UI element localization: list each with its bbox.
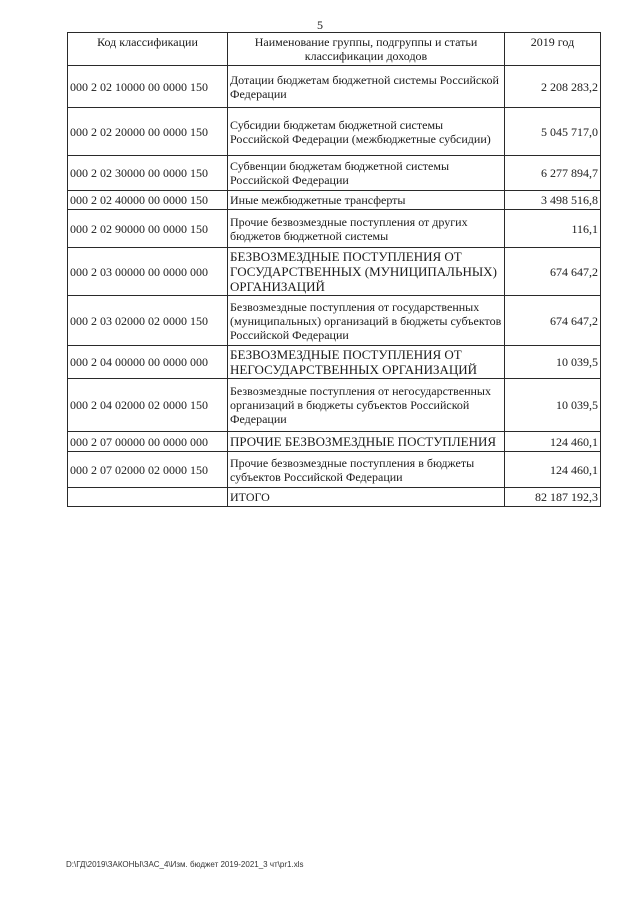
header-year: 2019 год [505, 33, 601, 66]
row-name: ПРОЧИЕ БЕЗВОЗМЕЗДНЫЕ ПОСТУПЛЕНИЯ [228, 432, 505, 452]
total-label: ИТОГО [228, 488, 505, 507]
table-row [68, 210, 601, 248]
row-amount: 6 277 894,7 [505, 156, 601, 191]
row-amount: 10 039,5 [505, 379, 601, 432]
row-code: 000 2 02 90000 00 0000 150 [68, 210, 228, 248]
row-code: 000 2 03 02000 02 0000 150 [68, 296, 228, 346]
row-amount: 5 045 717,0 [505, 108, 601, 156]
row-name: Субвенции бюджетам бюджетной системы Российской Федерации [228, 156, 505, 191]
row-amount: 124 460,1 [505, 452, 601, 488]
row-code: 000 2 07 02000 02 0000 150 [68, 452, 228, 488]
row-code: 000 2 03 00000 00 0000 000 [68, 248, 228, 296]
table-row [68, 432, 601, 452]
table-row [68, 191, 601, 210]
row-code: 000 2 02 30000 00 0000 150 [68, 156, 228, 191]
row-code [68, 488, 228, 507]
table-row [68, 66, 601, 108]
row-amount: 674 647,2 [505, 296, 601, 346]
row-name: БЕЗВОЗМЕЗДНЫЕ ПОСТУПЛЕНИЯ ОТ НЕГОСУДАРСТВЕННЫХ ОРГАНИЗАЦИЙ [228, 346, 505, 379]
total-amount: 82 187 192,3 [505, 488, 601, 507]
row-name: Дотации бюджетам бюджетной системы Российской Федерации [228, 66, 505, 108]
row-name: Безвозмездные поступления от негосударственных организаций в бюджеты субъектов Российской Федерации [228, 379, 505, 432]
table-row [68, 296, 601, 346]
table-row [68, 248, 601, 296]
row-name: Безвозмездные поступления от государственных (муниципальных) организаций в бюджеты субъектов Российской Федерации [228, 296, 505, 346]
row-amount: 124 460,1 [505, 432, 601, 452]
header-code: Код классификации [68, 33, 228, 66]
row-code: 000 2 02 10000 00 0000 150 [68, 66, 228, 108]
table-row [68, 379, 601, 432]
row-amount: 3 498 516,8 [505, 191, 601, 210]
row-code: 000 2 02 20000 00 0000 150 [68, 108, 228, 156]
row-amount: 116,1 [505, 210, 601, 248]
row-amount: 674 647,2 [505, 248, 601, 296]
table-row [68, 108, 601, 156]
row-code: 000 2 02 40000 00 0000 150 [68, 191, 228, 210]
row-code: 000 2 04 02000 02 0000 150 [68, 379, 228, 432]
row-name: Прочие безвозмездные поступления в бюджеты субъектов Российской Федерации [228, 452, 505, 488]
page-number: 5 [317, 18, 323, 32]
table-row-total [68, 488, 601, 507]
row-amount: 10 039,5 [505, 346, 601, 379]
table-row [68, 452, 601, 488]
header-name: Наименование группы, подгруппы и статьи классификации доходов [228, 33, 505, 66]
table-row [68, 346, 601, 379]
row-name: Субсидии бюджетам бюджетной системы Российской Федерации (межбюджетные субсидии) [228, 108, 505, 156]
row-code: 000 2 07 00000 00 0000 000 [68, 432, 228, 452]
row-code: 000 2 04 00000 00 0000 000 [68, 346, 228, 379]
file-path-footer: D:\ГД\2019\ЗАКОНЫ\ЗАС_4\Изм. бюджет 2019-2021_3 чт\pr1.xls [66, 860, 304, 869]
table-row [68, 156, 601, 191]
row-amount: 2 208 283,2 [505, 66, 601, 108]
table-header-row [68, 33, 601, 66]
row-name: Прочие безвозмездные поступления от других бюджетов бюджетной системы [228, 210, 505, 248]
row-name: БЕЗВОЗМЕЗДНЫЕ ПОСТУПЛЕНИЯ ОТ ГОСУДАРСТВЕННЫХ (МУНИЦИПАЛЬНЫХ) ОРГАНИЗАЦИЙ [228, 248, 505, 296]
budget-table [67, 32, 601, 507]
row-name: Иные межбюджетные трансферты [228, 191, 505, 210]
